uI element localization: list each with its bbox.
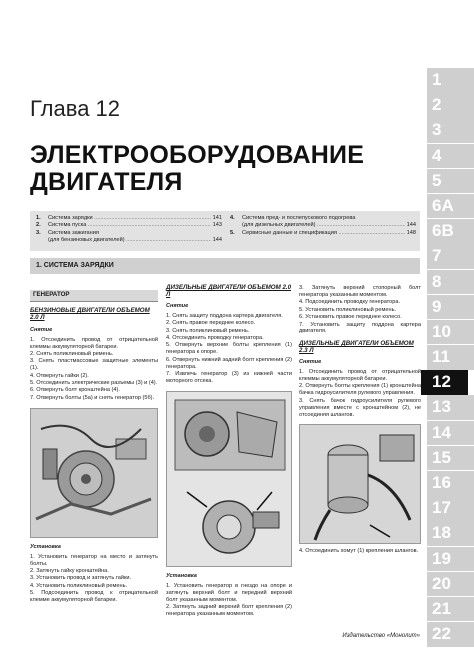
chapter-tabs	[427, 68, 474, 647]
chapter-tab-16[interactable]: 16	[427, 471, 474, 496]
removal-label: Снятие	[299, 359, 322, 366]
table-of-contents	[30, 211, 420, 251]
step: 7. Установить защиту поддона картера двигателя.	[299, 321, 421, 335]
step: 6. Отвернуть болт кронштейна (4).	[30, 387, 120, 394]
subsection-heading: ГЕНЕРАТОР	[30, 290, 158, 302]
step: 2. Отвернуть болты крепления (1) кронштейна бачка гидроусилителя рулевого управления.	[299, 383, 421, 397]
install-label: Установка	[166, 572, 197, 579]
step: 1. Отсоединить провод от отрицательной клеммы аккумуляторной батареи.	[299, 369, 421, 382]
toc-right-column	[230, 215, 416, 237]
step: 5. Подсоединить провод к отрицательной клемме аккумуляторной батареи.	[30, 590, 158, 604]
chapter-tab-5[interactable]: 5	[427, 169, 474, 194]
step: 3. Установить провод и затянуть гайки.	[30, 575, 132, 582]
chapter-tab-12[interactable]: 12	[421, 370, 468, 395]
alternator-illustration	[31, 409, 158, 538]
chapter-tab-21[interactable]: 21	[427, 597, 474, 622]
chapter-tab-1[interactable]: 1	[427, 68, 474, 93]
chapter-tab-7[interactable]: 7	[427, 244, 474, 269]
chapter-tab-22[interactable]: 22	[427, 622, 474, 647]
step: 2. Затянуть гайку кронштейна.	[30, 568, 109, 574]
chapter-tab-11[interactable]: 11	[427, 345, 474, 370]
install-label: Установка	[30, 543, 61, 550]
reservoir-illustration	[300, 425, 421, 544]
chapter-tab-10[interactable]: 10	[427, 320, 474, 345]
chapter-tab-19[interactable]: 19	[427, 547, 474, 572]
step: 6. Отвернуть нижний задний болт крепления (2) генератора.	[166, 356, 292, 370]
chapter-tab-13[interactable]: 13	[427, 395, 474, 420]
alternator-mount-illustration	[167, 392, 292, 567]
engine-heading: ДИЗЕЛЬНЫЕ ДВИГАТЕЛИ ОБЪЕМОМ 2.3 Л	[299, 340, 414, 355]
chapter-tab-2[interactable]: 2	[427, 93, 474, 118]
step: 3. Снять поликлиновый ремень.	[166, 327, 250, 334]
step: 2. Затянуть задний верхний болт крепления (2) генератора указанным моментом.	[166, 603, 292, 617]
step: 4. Отсоединить проводку генератора.	[166, 334, 264, 341]
column-gasoline-2-0	[30, 290, 158, 605]
step: 4. Подсоединить проводку генератора.	[299, 299, 401, 306]
step: 4. Установить поликлиновый ремень.	[30, 582, 128, 589]
chapter-tab-4[interactable]: 4	[427, 144, 474, 169]
removal-label: Снятие	[166, 302, 189, 309]
step: 7. Извлечь генератор (3) из нижней части моторного отсека.	[166, 370, 292, 384]
toc-entry[interactable]: 5. Сервисные данные и спецификация ..... 148	[230, 230, 416, 237]
section-heading: 1. СИСТЕМА ЗАРЯДКИ	[30, 258, 420, 274]
step: 5. Установить поликлиновый ремень.	[299, 306, 397, 313]
step: 5. Отвернуть верхние болты крепления (1) генератора к опоре.	[166, 342, 292, 356]
step: 5. Отсоединить электрические разъемы (3) и (4).	[30, 380, 158, 387]
chapter-tab-17[interactable]: 17	[427, 496, 474, 521]
chapter-label: Глава 12	[30, 96, 121, 121]
chapter-tab-20[interactable]: 20	[427, 572, 474, 597]
column-diesel-2-0	[166, 285, 292, 618]
step: 3. Затянуть верхний стопорный болт генератора указанным моментом.	[299, 285, 421, 298]
chapter-tab-6a[interactable]: 6A	[427, 194, 474, 219]
step: 1. Отсоединить провод от отрицательной клеммы аккумуляторной батареи.	[30, 336, 158, 350]
toc-entry[interactable]: (для бензиновых двигателей) ..... 144	[36, 237, 222, 244]
removal-label: Снятие	[30, 326, 53, 333]
step: 1. Установить генератор в гнездо на опоре и затянуть верхний болт и передний верхний болт указанным моментом.	[166, 582, 292, 603]
chapter-tab-3[interactable]: 3	[427, 118, 474, 143]
toc-entry[interactable]: 4. Система пред- и послепускового подогрева	[230, 215, 356, 221]
chapter-tab-6b[interactable]: 6B	[427, 219, 474, 244]
toc-entry[interactable]: 2. Система пуска ..... 143	[36, 222, 222, 229]
toc-entry[interactable]: 1. Система зарядки ..... 141	[36, 215, 222, 222]
alternator-photo	[30, 408, 158, 538]
chapter-tab-18[interactable]: 18	[427, 521, 474, 546]
step: 3. Снять пластмассовые защитные элементы (1).	[30, 358, 158, 372]
chapter-tab-8[interactable]: 8	[427, 270, 474, 295]
page-title: ЭЛЕКТРООБОРУДОВАНИЕ ДВИГАТЕЛЯ	[30, 141, 365, 196]
publisher-footer: Издательство «Монолит»	[342, 633, 420, 639]
chapter-tab-9[interactable]: 9	[427, 295, 474, 320]
step: 1. Установить генератор на место и затянуть болты.	[30, 553, 158, 567]
step: 4. Отсоединить хомут (1) крепления шлангов.	[299, 548, 419, 555]
step: 6. Установить правое переднее колесо.	[299, 314, 402, 321]
engine-heading: ДИЗЕЛЬНЫЕ ДВИГАТЕЛИ ОБЪЕМОМ 2.0 Л	[166, 284, 292, 298]
step: 7. Отвернуть болты (5а) и снять генератор (5б).	[30, 394, 155, 401]
step: 1. Снять защиту поддона картера двигателя.	[166, 312, 283, 319]
engine-heading: БЕНЗИНОВЫЕ ДВИГАТЕЛИ ОБЪЕМОМ 2.0 Л	[30, 306, 150, 321]
step: 4. Отвернуть гайки (2).	[30, 372, 89, 379]
chapter-tab-15[interactable]: 15	[427, 446, 474, 471]
chapter-tab-14[interactable]: 14	[427, 421, 474, 446]
step: 2. Снять поликлиновый ремень.	[30, 350, 114, 357]
column-diesel-2-3	[299, 285, 421, 556]
toc-entry[interactable]: 3. Система зажигания	[36, 229, 99, 236]
step: 2. Снять правое переднее колесо.	[166, 320, 256, 327]
toc-left-column	[36, 215, 222, 245]
power-steering-reservoir-photo	[299, 424, 421, 544]
step: 3. Снять бачок гидроусилителя рулевого управления вместе с кронштейном (2), не отсоединяя шлангов.	[299, 397, 421, 418]
toc-entry[interactable]: (для дизельных двигателей) ..... 144	[230, 222, 416, 229]
alternator-removal-photo	[166, 391, 292, 567]
